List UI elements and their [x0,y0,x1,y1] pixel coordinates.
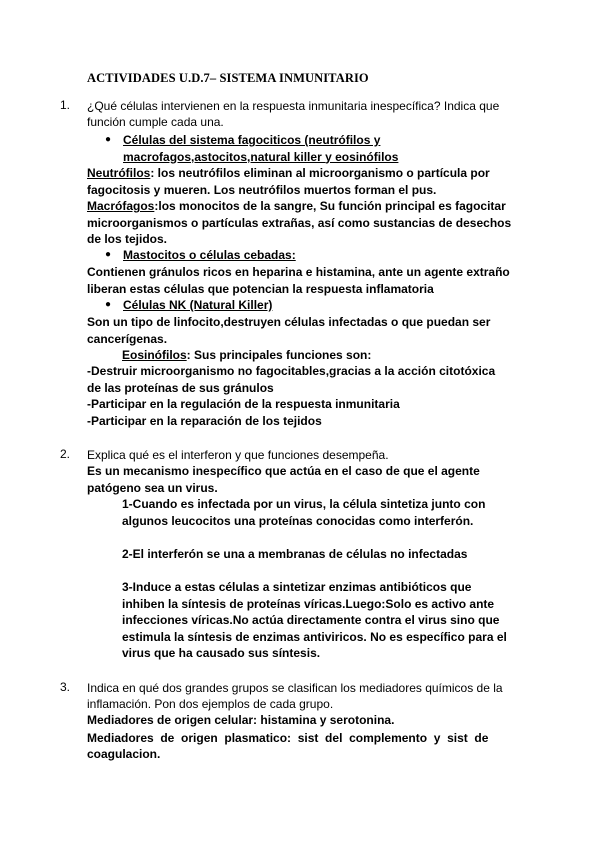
question-3-text: Indica en qué dos grandes grupos se clasifican los mediadores químicos de la inflamación. Pon dos ejemplos de cada grupo. [87,681,503,711]
nk-paragraph: Son un tipo de linfocito,destruyen células infectadas o que puedan ser cancerígenas. [87,315,491,346]
macrofagos-label: Macrófagos [87,199,155,213]
question-1-line-1: ¿Qué células intervienen en la respuesta inmunitaria inespecífica? Indica que [87,99,500,113]
eosinofilos-label: Eosinófilos [122,348,187,362]
bullet-fagociticos-line-1: Células del sistema fagociticos (neutrófilos y [123,133,381,147]
document-title: ACTIVIDADES U.D.7– SISTEMA INMUNITARIO [87,71,369,85]
question-2-text: Explica qué es el interferon y que funciones desempeña. [87,448,389,462]
interferon-step-3: 3-Induce a estas células a sintetizar enzimas antibióticos que inhiben la síntesis de proteínas víricas.Luego:Solo es activo ante infecciones víricas.No actúa directamente contra el virus sino que estimula la síntesis de enzimas antiviricos. No es específico para el virus que ha causado sus síntesis. [122,580,507,660]
interferon-answer: Es un mecanismo inespecífico que actúa en el caso de que el agente patógeno sea un virus. [87,464,480,495]
question-3-number: 3. [60,680,71,694]
mediadores-answer: Mediadores de origen celular: histamina y serotonina. Mediadores de origen plasmatico: sist del complemento y sist de coagulacion. [87,713,489,761]
macrofagos-paragraph: Macrófagos:los monocitos de la sangre, Su función principal es fagocitar microorganismos o partículas extrañas, así como sustancias de desechos de los tejidos. [87,199,512,246]
question-2-number: 2. [60,447,71,461]
eosinofilos-list: -Destruir microorganismo no fagocitables,gracias a la acción citotóxica de las proteínas de sus gránulos -Participar en la regulación de la respuesta inmunitaria -Participar en la reparación de los tejidos [87,364,496,428]
bullet-nk: ● Células NK (Natural Killer) [105,298,273,312]
question-1-text [87,98,517,130]
interferon-step-1: 1-Cuando es infectada por un virus, la célula sintetiza junto con algunos leucocitos una proteínas conocidas como interferón. [122,497,486,528]
neutrofilos-paragraph: Neutrófilos: los neutrófilos eliminan al microorganismo o partícula por fagocitosis y mueren. Los neutrófilos muertos forman el pus. [87,166,490,197]
eosinofilos-heading: Eosinófilos: Sus principales funciones son: [122,348,372,362]
interferon-step-2: 2-El interferón se una a membranas de células no infectadas [122,547,468,561]
mastocitos-paragraph: Contienen gránulos ricos en heparina e histamina, ante un agente extraño liberan estas células que potencian la respuesta inflamatoria [87,265,510,296]
bullet-fagociticos-line-2: macrofagos,astocitos,natural killer y eosinófilos [123,149,399,164]
bullet-mastocitos: ● Mastocitos o células cebadas: [105,248,296,262]
neutrofilos-label: Neutrófilos [87,166,151,180]
bullet-icon: ● [105,299,112,310]
bullet-icon: ● [105,249,112,260]
question-1-number: 1. [60,98,71,112]
bullet-fagociticos [105,132,398,165]
bullet-icon: ● [105,134,112,145]
question-1-line-2: función cumple cada una. [87,115,224,129]
